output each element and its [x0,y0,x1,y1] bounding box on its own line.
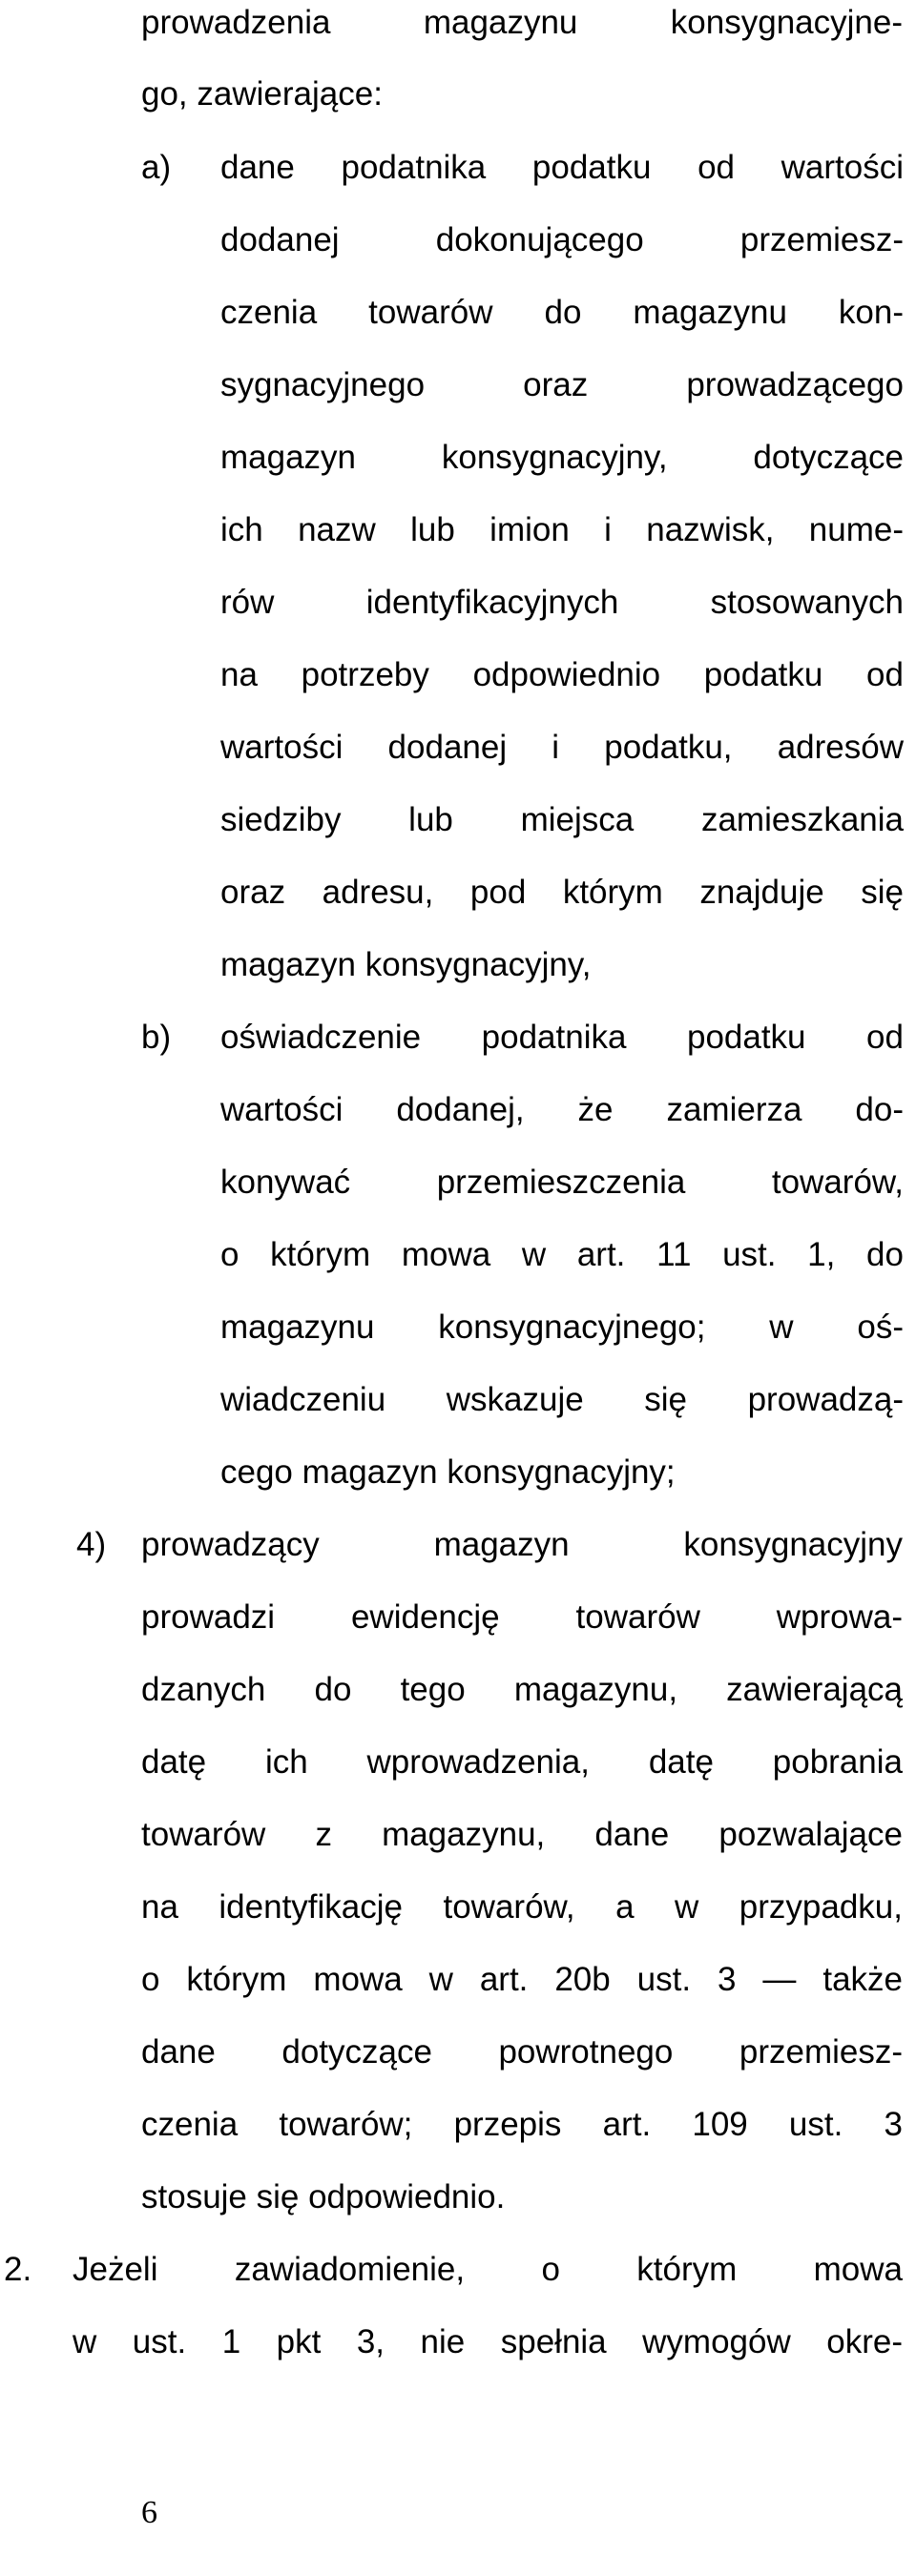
section-2-marker: 2. [4,2251,32,2288]
item-b-line: cego magazyn konsygnacyjny; [220,1453,676,1491]
item-b-line: oświadczenie podatnika podatku od [220,1019,904,1056]
item-b-line: o którym mowa w art. 11 ust. 1, do [220,1236,904,1273]
item-b-line: wartości dodanej, że zamierza do- [220,1091,904,1128]
item-4-line: prowadzi ewidencję towarów wprowa- [141,1598,903,1636]
item-a-line: oraz adresu, pod którym znajduje się [220,874,904,911]
section-2-line: Jeżeli zawiadomienie, o którym mowa [73,2251,903,2288]
item-a-line: na potrzeby odpowiednio podatku od [220,656,904,693]
item-a-line: magazyn konsygnacyjny, dotyczące [220,439,904,476]
item-a-line: ich nazw lub imion i nazwisk, nume- [220,511,904,548]
item-4-marker: 4) [76,1526,107,1563]
section-2-line: w ust. 1 pkt 3, nie spełnia wymogów okre- [73,2323,903,2360]
item-4-line: prowadzący magazyn konsygnacyjny [141,1526,903,1563]
intro-line: prowadzenia magazynu konsygnacyjne- [141,4,903,41]
item-a-line: magazyn konsygnacyjny, [220,946,592,983]
item-a-line: siedziby lub miejsca zamieszkania [220,801,904,838]
item-a-line: sygnacyjnego oraz prowadzącego [220,366,904,403]
item-4-line: datę ich wprowadzenia, datę pobrania [141,1743,903,1781]
item-a-line: rów identyfikacyjnych stosowanych [220,584,904,621]
item-a-marker: a) [141,149,172,186]
page-number: 6 [141,2495,157,2530]
item-b-line: wiadczeniu wskazuje się prowadzą- [220,1381,904,1418]
item-a-line: dodanej dokonującego przemiesz- [220,221,904,258]
item-b-marker: b) [141,1019,172,1056]
item-a-line: wartości dodanej i podatku, adresów [220,729,904,766]
item-4-line: o którym mowa w art. 20b ust. 3 — także [141,1961,903,1998]
item-4-line: czenia towarów; przepis art. 109 ust. 3 [141,2106,903,2143]
item-4-line: towarów z magazynu, dane pozwalające [141,1816,903,1853]
item-4-line: dane dotyczące powrotnego przemiesz- [141,2033,903,2071]
item-b-line: konywać przemieszczenia towarów, [220,1164,904,1201]
item-4-line: stosuje się odpowiednio. [141,2178,506,2215]
item-a-line: dane podatnika podatku od wartości [220,149,904,186]
intro-line: go, zawierające: [141,75,383,113]
item-4-line: na identyfikację towarów, a w przypadku, [141,1888,903,1926]
item-a-line: czenia towarów do magazynu kon- [220,294,904,331]
item-4-line: dzanych do tego magazynu, zawierającą [141,1671,903,1708]
item-b-line: magazynu konsygnacyjnego; w oś- [220,1309,904,1346]
